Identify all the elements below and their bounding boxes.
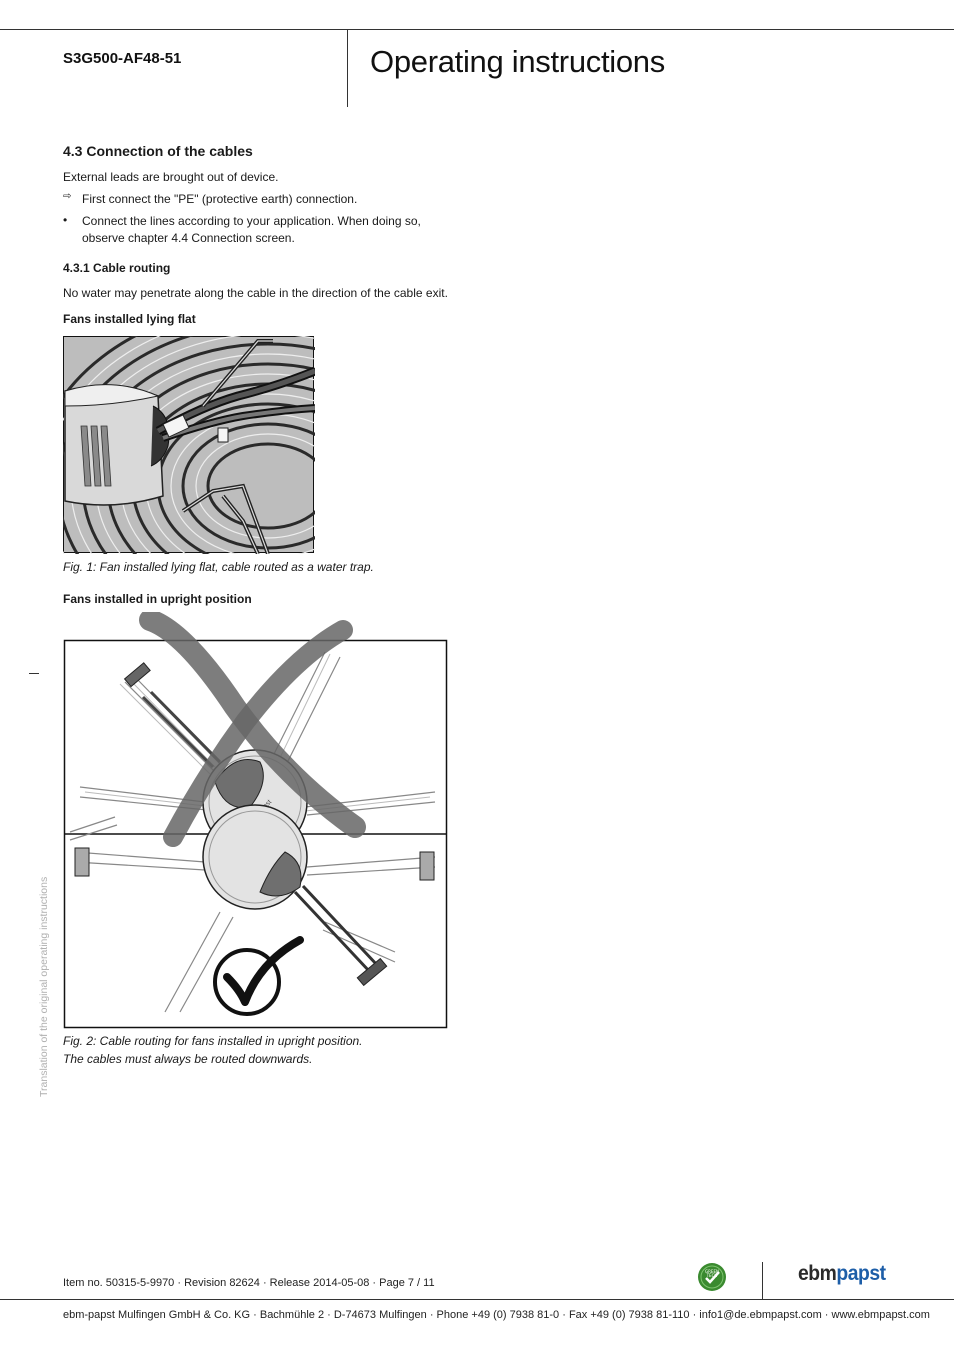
figure-2-caption-continued: The cables must always be routed downwards. — [63, 1052, 313, 1066]
list-item: First connect the "PE" (protective earth) connection. — [82, 192, 358, 206]
footer-rule — [0, 1299, 954, 1300]
company-address: ebm-papst Mulfingen GmbH & Co. KG · Bachmühle 2 · D-74673 Mulfingen · Phone +49 (0) 7938 81-0 · Fax +49 (0) 7938 81-110 · info1@de.ebmpapst.com · www.ebmpapst.com — [63, 1309, 930, 1321]
svg-text:TECH: TECH — [706, 1273, 718, 1278]
sidebar-note: Translation of the original operating instructions — [38, 876, 50, 1097]
margin-tick — [29, 673, 39, 674]
figure-2-caption: Fig. 2: Cable routing for fans installed in upright position. — [63, 1034, 363, 1048]
subsection-heading: 4.3.1 Cable routing — [63, 261, 171, 275]
flat-heading: Fans installed lying flat — [63, 312, 196, 326]
header-divider — [347, 29, 348, 107]
bullet-icon: • — [63, 213, 68, 227]
svg-text:GREEN: GREEN — [705, 1269, 719, 1274]
brand-logo-papst: papst — [836, 1262, 886, 1285]
item-info: Item no. 50315-5-9970 · Revision 82624 · Release 2014-05-08 · Page 7 / 11 — [63, 1277, 435, 1289]
brand-logo — [798, 1262, 886, 1286]
fan-flat-figure — [63, 336, 315, 554]
figure-1-caption: Fig. 1: Fan installed lying flat, cable routed as a water trap. — [63, 560, 374, 574]
fan-upright-figure — [55, 612, 450, 1030]
section-heading: 4.3 Connection of the cables — [63, 143, 253, 159]
arrow-icon: ⇨ — [63, 191, 72, 202]
green-tech-icon — [697, 1262, 727, 1292]
list-item-continued: observe chapter 4.4 Connection screen. — [82, 231, 295, 245]
section-intro: External leads are brought out of device. — [63, 170, 279, 184]
subsection-text: No water may penetrate along the cable in the direction of the cable exit. — [63, 286, 448, 300]
model-number: S3G500-AF48-51 — [63, 50, 182, 67]
brand-logo-ebm: ebm — [798, 1262, 837, 1285]
list-item: Connect the lines according to your application. When doing so, — [82, 214, 421, 228]
footer-divider — [762, 1262, 763, 1300]
page-title: Operating instructions — [370, 44, 665, 79]
upright-heading: Fans installed in upright position — [63, 592, 252, 606]
header-top-rule — [0, 29, 954, 30]
